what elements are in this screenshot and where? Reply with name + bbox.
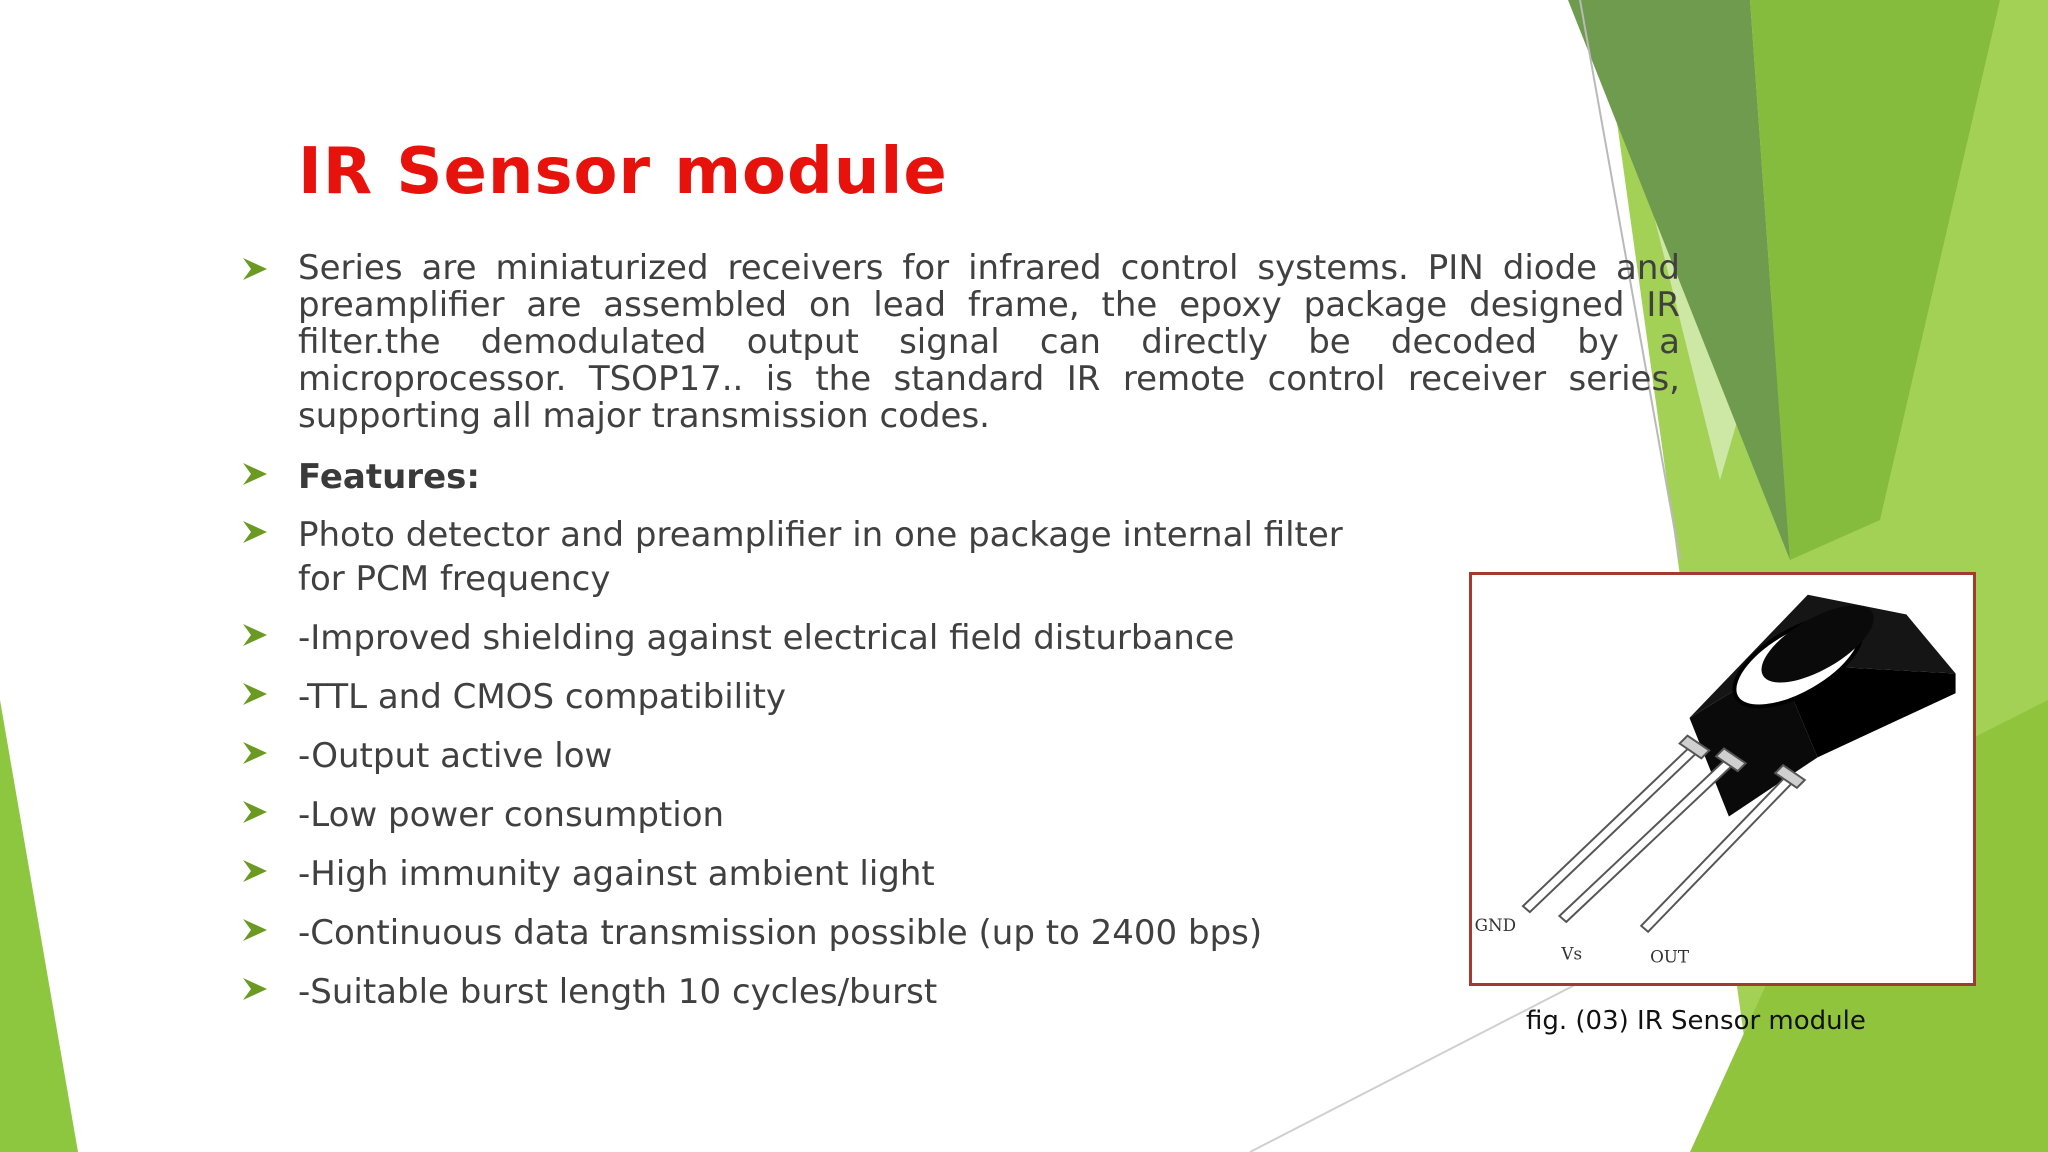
pin-label-gnd: GND [1474, 914, 1517, 935]
bullet-text: -Low power consumption [298, 795, 725, 835]
bullet-text: Features: [298, 457, 480, 497]
figure-caption: fig. (03) IR Sensor module [1526, 1006, 1866, 1036]
bullet-ttl-cmos [240, 675, 1680, 719]
pin-label-out: OUT [1650, 946, 1690, 967]
bullet-features-heading [240, 455, 1680, 499]
arrowhead-bullet-icon [240, 517, 270, 547]
arrowhead-bullet-icon [240, 679, 270, 709]
ir-sensor-drawing [1472, 575, 1973, 983]
bullet-text: Series are miniaturized receivers for infrared control systems. PIN diode and preamplifier are assembled on lead frame, the epoxy package designed IR filter.the demodulated output signal can directly be decoded by a microprocessor. TSOP17.. is the standard IR remote control receiver series, supporting all major transmission codes. [298, 248, 1680, 436]
arrowhead-bullet-icon [240, 915, 270, 945]
arrowhead-bullet-icon [240, 797, 270, 827]
ir-sensor-figure [1469, 572, 1976, 986]
arrowhead-bullet-icon [240, 738, 270, 768]
bullet-text: -Output active low [298, 736, 613, 776]
arrowhead-bullet-icon [240, 974, 270, 1004]
arrowhead-bullet-icon [240, 856, 270, 886]
bullet-text: -Continuous data transmission possible (up to 2400 bps) [298, 913, 1263, 953]
bullet-photo-detector [240, 513, 1378, 601]
bullet-burst-length [240, 970, 1680, 1014]
bullet-text: Photo detector and preamplifier in one package internal filter for PCM frequency [298, 515, 1343, 599]
bullet-output-active-low [240, 734, 1680, 778]
slide-title: IR Sensor module [298, 135, 948, 209]
bullet-description [240, 250, 1680, 435]
bullet-list [240, 250, 1680, 1029]
bullet-text: -TTL and CMOS compatibility [298, 677, 787, 717]
bullet-text: -High immunity against ambient light [298, 854, 935, 894]
bullet-continuous-data [240, 911, 1680, 955]
bullet-high-immunity [240, 852, 1680, 896]
bullet-low-power [240, 793, 1680, 837]
bullet-text: -Suitable burst length 10 cycles/burst [298, 972, 938, 1012]
green-facet-left [0, 700, 78, 1152]
arrowhead-bullet-icon [240, 459, 270, 489]
arrowhead-bullet-icon [240, 254, 270, 284]
bullet-shielding [240, 616, 1680, 660]
bullet-text: -Improved shielding against electrical field disturbance [298, 618, 1235, 658]
arrowhead-bullet-icon [240, 620, 270, 650]
pin-label-vs: Vs [1561, 943, 1583, 964]
